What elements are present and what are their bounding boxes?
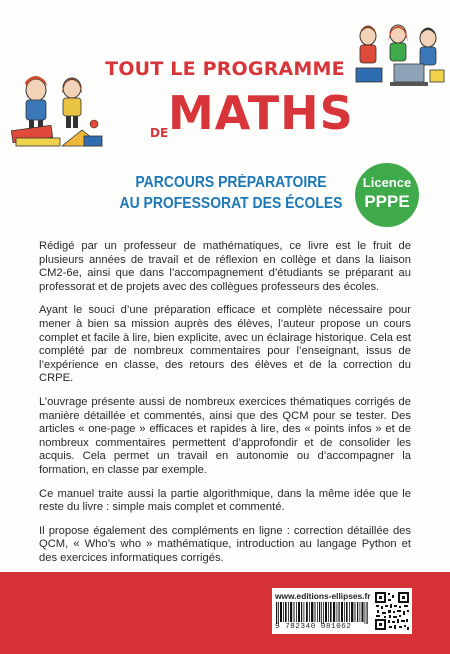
paragraph-2: Ayant le souci d’une préparation efficace et complète nécessaire pour mener à bien sa mission auprès des élèves, l’auteur propose un cours complet et facile à lire, bien explicite, avec un éclairage historique. Cela est complété par de nombreux commentaires pour l’enseignant, issus de l’expérience en classe, des retours des élèves et de la correction du CRPE. xyxy=(39,304,411,385)
isbn-number: 9 782340 081062 xyxy=(275,623,352,631)
subtitle-line-1: PARCOURS PRÉPARATOIRE xyxy=(135,174,327,191)
subtitle-line-2: AU PROFESSORAT DES ÉCOLES xyxy=(119,195,343,212)
barcode-panel xyxy=(272,588,412,634)
licence-badge xyxy=(355,163,419,227)
badge-line-1: Licence xyxy=(362,175,412,190)
paragraph-3: L’ouvrage présente aussi de nombreux exercices thématiques corrigés de manière détaillée et commentés, ainsi que des QCM pour se tester. Des articles « one-page » efficaces et rapides à lire, des « points infos » et de nombreux commentaires permettent d’approfondir et de consolider les acquis. Cela permet un travail en autonomie ou d’accompagner la formation, en classe par exemple. xyxy=(39,395,411,476)
paragraph-5: Il propose également des compléments en ligne : correction détaillée des QCM, « Who’s who » mathématique, introduction au langage Python et des exercices informatiques corrigés. xyxy=(39,524,411,564)
publisher-website[interactable]: www.editions-ellipses.fr xyxy=(275,591,371,601)
subtitle xyxy=(113,172,349,214)
qr-code-icon[interactable] xyxy=(374,591,410,631)
barcode-icon xyxy=(276,602,368,624)
title-main: MATHS xyxy=(168,86,354,140)
title-line-1: TOUT LE PROGRAMME xyxy=(105,58,345,80)
description-text xyxy=(39,240,411,597)
paragraph-1: Rédigé par un professeur de mathématiques, ce livre est le fruit de plusieurs années de travail et de réflexion en collège et dans la liaison CM2-6e, ainsi que dans l’accompagnement d’étudiants se préparant au professorat et de projets avec des collègues professeurs des écoles. xyxy=(39,240,411,293)
children-illustration-left-icon xyxy=(10,68,108,154)
paragraph-4: Ce manuel traite aussi la partie algorithmique, dans la même idée que le reste du livre : simple mais complet et commenté. xyxy=(39,487,411,514)
title-de: DE xyxy=(150,126,169,140)
badge-line-2: PPPE xyxy=(364,192,410,211)
